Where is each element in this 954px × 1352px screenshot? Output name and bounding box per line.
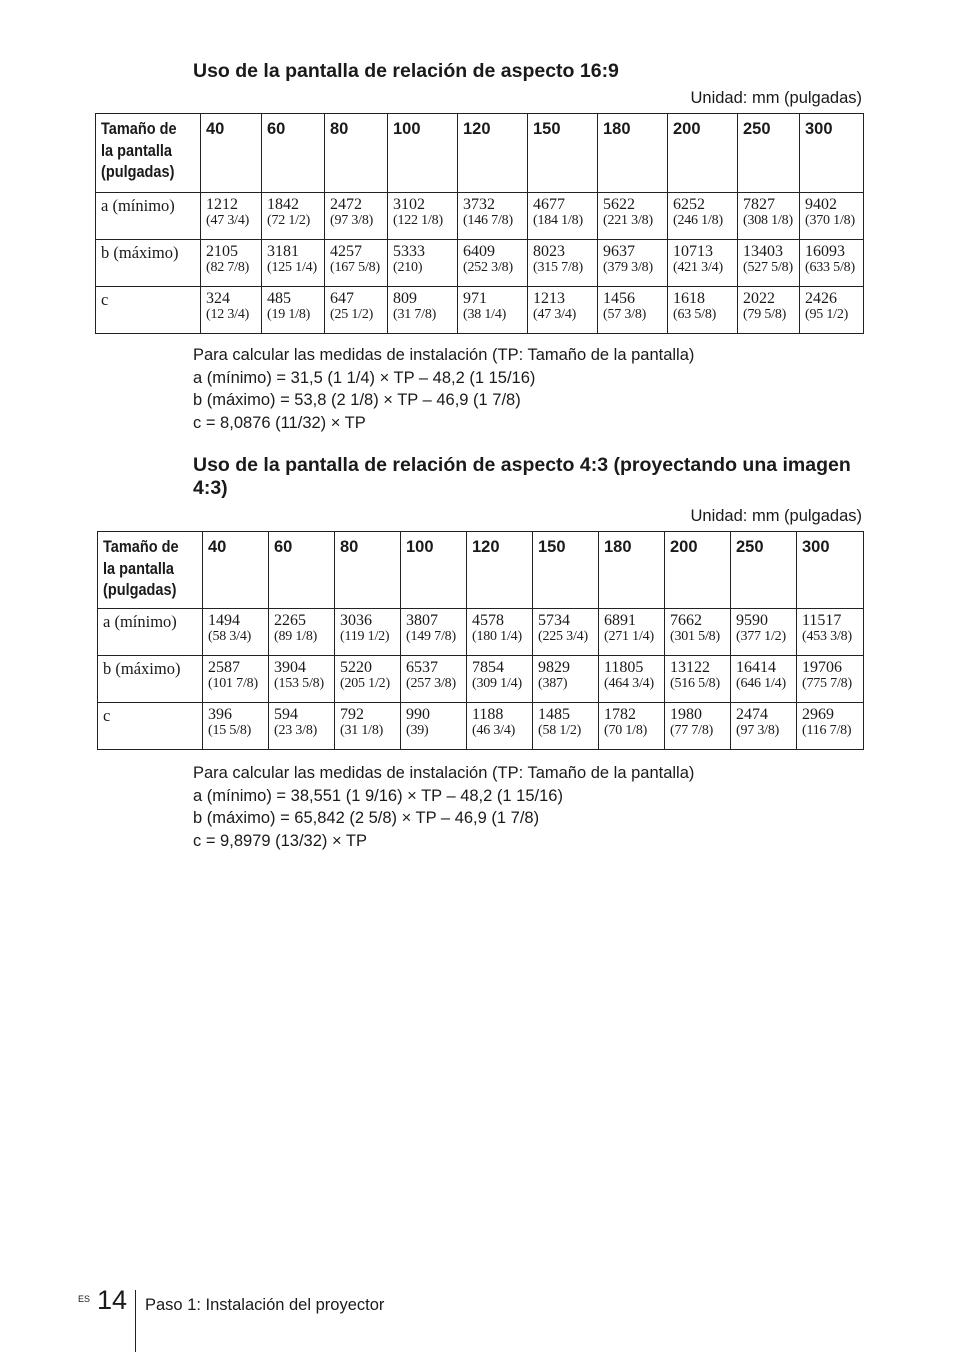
table-cell [665,703,731,750]
table-cell [388,287,458,334]
mm-value: 16093 [805,243,845,260]
formula-block-4-3 [193,762,694,852]
table-cell [598,193,668,240]
table-cell [269,656,335,703]
header-size: 180 [598,114,668,193]
inch-value: (31 7/8) [393,307,437,322]
inch-value: (38 1/4) [463,307,507,322]
mm-value: 4677 [533,196,565,213]
inch-value: (646 1/4) [736,676,786,691]
table-cell [738,240,800,287]
mm-value: 3181 [267,243,299,260]
mm-value: 2105 [206,243,238,260]
mm-value: 7854 [472,659,504,676]
mm-value: 485 [267,290,291,307]
mm-value: 8023 [533,243,565,260]
inch-value: (453 3/8) [802,629,852,644]
mm-value: 19706 [802,659,842,676]
inch-value: (527 5/8) [743,260,793,275]
mm-value: 3732 [463,196,495,213]
footer-divider [135,1290,136,1352]
formula-block-16-9 [193,344,694,434]
mm-value: 990 [406,706,430,723]
mm-value: 2969 [802,706,834,723]
header-line: (pulgadas) [103,581,177,599]
header-size: 180 [599,532,665,609]
table-cell [533,609,599,656]
mm-value: 9829 [538,659,570,676]
table-row [96,287,864,334]
mm-value: 809 [393,290,417,307]
formula-line: Para calcular las medidas de instalación (TP: Tamaño de la pantalla) [193,346,695,364]
section-title-16-9: Uso de la pantalla de relación de aspecto 16:9 [193,60,619,82]
mm-value: 13403 [743,243,783,260]
mm-value: 11805 [604,659,644,676]
mm-value: 3036 [340,612,372,629]
formula-line: Para calcular las medidas de instalación (TP: Tamaño de la pantalla) [193,764,695,782]
mm-value: 1842 [267,196,299,213]
mm-value: 5333 [393,243,425,260]
header-size: 40 [203,532,269,609]
table-row [98,656,864,703]
table-cell [599,703,665,750]
dimensions-table-16-9 [95,113,864,334]
inch-value: (308 1/8) [743,213,793,228]
header-size: 250 [738,114,800,193]
mm-value: 2265 [274,612,306,629]
table-cell [665,656,731,703]
inch-value: (12 3/4) [206,307,250,322]
inch-value: (309 1/4) [472,676,522,691]
mm-value: 4578 [472,612,504,629]
inch-value: (210) [393,260,423,275]
mm-value: 396 [208,706,232,723]
inch-value: (125 1/4) [267,260,317,275]
inch-value: (82 7/8) [206,260,250,275]
formula-line: b (máximo) = 65,842 (2 5/8) × TP – 46,9 (1 7/8) [193,809,540,828]
inch-value: (89 1/8) [274,629,318,644]
inch-value: (119 1/2) [340,629,390,644]
table-cell [528,240,598,287]
table-header-row [96,114,864,193]
unit-label: Unidad: mm (pulgadas) [690,507,862,525]
table-cell [598,287,668,334]
table-row [98,703,864,750]
inch-value: (146 7/8) [463,213,513,228]
table-cell [800,287,864,334]
formula-line: b (máximo) = 53,8 (2 1/8) × TP – 46,9 (1 7/8) [193,391,521,410]
table-cell [738,287,800,334]
mm-value: 792 [340,706,364,723]
inch-value: (180 1/4) [472,629,522,644]
header-line: (pulgadas) [101,163,175,181]
inch-value: (19 1/8) [267,307,311,322]
mm-value: 1212 [206,196,238,213]
header-line: Tamaño de [103,538,179,556]
header-size: 100 [388,114,458,193]
mm-value: 2474 [736,706,768,723]
table-cell [599,609,665,656]
table-cell [201,240,262,287]
section-title-4-3: Uso de la pantalla de relación de aspecto 4:3 (proyectando una imagen 4:3) [193,454,851,499]
mm-value: 1188 [472,706,504,723]
table-cell [458,193,528,240]
table-header-row [98,532,864,609]
inch-value: (421 3/4) [673,260,723,275]
dimensions-table-4-3 [97,531,864,750]
table-cell [388,193,458,240]
header-size: 40 [201,114,262,193]
formula-line: c = 8,0876 (11/32) × TP [193,413,366,432]
table-cell [401,609,467,656]
language-tag: ES [78,1294,91,1304]
table-cell [262,240,325,287]
table-cell [731,609,797,656]
header-size: 200 [665,532,731,609]
inch-value: (47 3/4) [533,307,577,322]
inch-value: (153 5/8) [274,676,324,691]
inch-value: (205 1/2) [340,676,390,691]
mm-value: 2022 [743,290,775,307]
mm-value: 4257 [330,243,362,260]
mm-value: 10713 [673,243,713,260]
table-cell [800,240,864,287]
inch-value: (95 1/2) [805,307,849,322]
formula-line: c = 9,8979 (13/32) × TP [193,831,367,850]
inch-value: (31 1/8) [340,723,384,738]
inch-value: (184 1/8) [533,213,583,228]
inch-value: (225 3/4) [538,629,588,644]
mm-value: 6409 [463,243,495,260]
mm-value: 6891 [604,612,636,629]
table-cell [668,240,738,287]
inch-value: (57 3/8) [603,307,647,322]
mm-value: 3904 [274,659,306,676]
table-cell [467,609,533,656]
table-row [96,193,864,240]
table-cell [598,240,668,287]
mm-value: 1618 [673,290,705,307]
inch-value: (77 7/8) [670,723,714,738]
mm-value: 2426 [805,290,837,307]
inch-value: (58 3/4) [208,629,252,644]
header-size: 150 [528,114,598,193]
table-cell [201,287,262,334]
table-cell [731,656,797,703]
mm-value: 7827 [743,196,775,213]
inch-value: (79 5/8) [743,307,787,322]
mm-value: 1456 [603,290,635,307]
mm-value: 7662 [670,612,702,629]
table-cell [203,656,269,703]
inch-value: (167 5/8) [330,260,380,275]
table-cell [668,193,738,240]
table-cell [731,703,797,750]
row-label: c [96,287,201,334]
inch-value: (246 1/8) [673,213,723,228]
table-cell [401,656,467,703]
mm-value: 1980 [670,706,702,723]
inch-value: (775 7/8) [802,676,852,691]
inch-value: (58 1/2) [538,723,582,738]
header-line: la pantalla [101,141,173,160]
mm-value: 3102 [393,196,425,213]
table-cell [203,609,269,656]
mm-value: 6252 [673,196,705,213]
formula-line: a (mínimo) = 31,5 (1 1/4) × TP – 48,2 (1 15/16) [193,368,536,387]
row-label: b (máximo) [98,656,203,703]
inch-value: (46 3/4) [472,723,516,738]
table-cell [269,703,335,750]
mm-value: 1485 [538,706,570,723]
row-label: a (mínimo) [98,609,203,656]
inch-value: (633 5/8) [805,260,855,275]
table-cell [203,703,269,750]
header-screen-size [96,114,201,193]
table-cell [797,703,864,750]
header-size: 300 [800,114,864,193]
inch-value: (387) [538,676,568,691]
inch-value: (149 7/8) [406,629,456,644]
mm-value: 1494 [208,612,240,629]
mm-value: 5220 [340,659,372,676]
table-cell [262,287,325,334]
table-row [96,240,864,287]
mm-value: 1213 [533,290,565,307]
inch-value: (116 7/8) [802,723,852,738]
table-cell [467,656,533,703]
header-line: Tamaño de [101,120,177,138]
mm-value: 2587 [208,659,240,676]
inch-value: (63 5/8) [673,307,717,322]
inch-value: (315 7/8) [533,260,583,275]
inch-value: (97 3/8) [736,723,780,738]
table-cell [467,703,533,750]
mm-value: 1782 [604,706,636,723]
inch-value: (377 1/2) [736,629,786,644]
header-size: 250 [731,532,797,609]
inch-value: (301 5/8) [670,629,720,644]
header-size: 300 [797,532,864,609]
header-size: 120 [458,114,528,193]
table-cell [800,193,864,240]
mm-value: 2472 [330,196,362,213]
table-cell [528,193,598,240]
table-cell [262,193,325,240]
table-cell [458,287,528,334]
table-cell [335,703,401,750]
inch-value: (370 1/8) [805,213,855,228]
inch-value: (257 3/8) [406,676,456,691]
inch-value: (97 3/8) [330,213,374,228]
row-label: b (máximo) [96,240,201,287]
inch-value: (516 5/8) [670,676,720,691]
table-cell [797,609,864,656]
table-cell [668,287,738,334]
header-size: 60 [269,532,335,609]
header-size: 200 [668,114,738,193]
table-cell [458,240,528,287]
row-label: a (mínimo) [96,193,201,240]
mm-value: 9637 [603,243,635,260]
table-cell [533,703,599,750]
inch-value: (221 3/8) [603,213,653,228]
table-cell [325,287,388,334]
table-cell [738,193,800,240]
table-cell [533,656,599,703]
header-size: 60 [262,114,325,193]
header-size: 100 [401,532,467,609]
inch-value: (122 1/8) [393,213,443,228]
inch-value: (464 3/4) [604,676,654,691]
table-cell [401,703,467,750]
mm-value: 5622 [603,196,635,213]
inch-value: (15 5/8) [208,723,252,738]
mm-value: 647 [330,290,354,307]
mm-value: 9590 [736,612,768,629]
table-cell [599,656,665,703]
inch-value: (101 7/8) [208,676,258,691]
table-cell [797,656,864,703]
table-cell [335,656,401,703]
header-size: 80 [325,114,388,193]
table-cell [665,609,731,656]
chapter-title: Paso 1: Instalación del proyector [145,1296,385,1314]
table-cell [269,609,335,656]
mm-value: 971 [463,290,487,307]
header-screen-size [98,532,203,609]
page-number: 14 [97,1285,128,1315]
inch-value: (47 3/4) [206,213,250,228]
row-label: c [98,703,203,750]
inch-value: (23 3/8) [274,723,318,738]
mm-value: 6537 [406,659,438,676]
inch-value: (70 1/8) [604,723,648,738]
inch-value: (379 3/8) [603,260,653,275]
mm-value: 13122 [670,659,710,676]
inch-value: (25 1/2) [330,307,374,322]
table-cell [388,240,458,287]
table-row [98,609,864,656]
header-size: 80 [335,532,401,609]
unit-label: Unidad: mm (pulgadas) [690,89,862,107]
mm-value: 16414 [736,659,776,676]
mm-value: 9402 [805,196,837,213]
table-cell [201,193,262,240]
header-line: la pantalla [103,559,175,578]
mm-value: 3807 [406,612,438,629]
mm-value: 594 [274,706,298,723]
formula-line: a (mínimo) = 38,551 (1 9/16) × TP – 48,2 (1 15/16) [193,786,563,805]
mm-value: 11517 [802,612,842,629]
table-cell [325,193,388,240]
table-cell [335,609,401,656]
table-cell [325,240,388,287]
mm-value: 324 [206,290,230,307]
table-cell [528,287,598,334]
inch-value: (252 3/8) [463,260,513,275]
inch-value: (271 1/4) [604,629,654,644]
inch-value: (39) [406,723,429,738]
inch-value: (72 1/2) [267,213,311,228]
header-size: 150 [533,532,599,609]
header-size: 120 [467,532,533,609]
mm-value: 5734 [538,612,570,629]
